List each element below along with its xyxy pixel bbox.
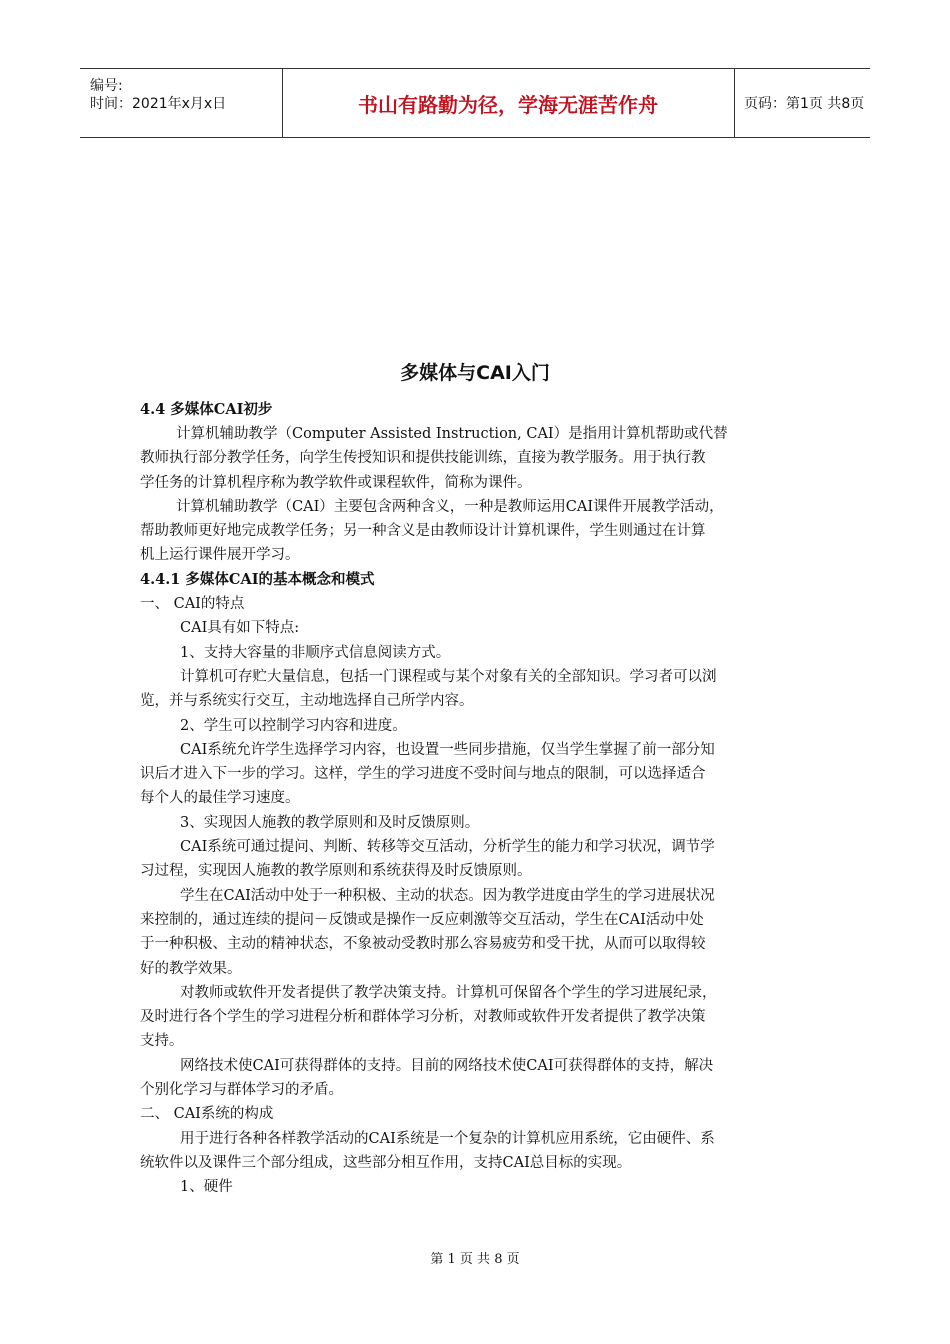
text-line: 网络技术使CAI可获得群体的支持。目前的网络技术使CAI可获得群体的支持，解决 [180, 1057, 714, 1074]
header-meta [80, 69, 283, 137]
text-line: 识后才进入下一步的学习。这样，学生的学习进度不受时间与地点的限制，可以选择适合 [140, 766, 706, 783]
text-line: 教师执行部分教学任务，向学生传授知识和提供技能训练，直接为教学服务。用于执行教 [140, 450, 706, 467]
text-line: 个别化学习与群体学习的矛盾。 [140, 1082, 343, 1099]
text-line: CAI具有如下特点: [180, 620, 300, 637]
text-line: CAI系统可通过提问、判断、转移等交互活动，分析学生的能力和学习状况，调节学 [180, 839, 715, 856]
document-title: 多媒体与CAI入门 [400, 362, 550, 384]
text-line: 4.4.1 多媒体CAI的基本概念和模式 [140, 570, 375, 588]
time-label: 时间：2021年x月x日 [90, 96, 227, 112]
text-line: 及时进行各个学生的学习进程分析和群体学习分析，对教师或软件开发者提供了教学决策 [140, 1009, 706, 1026]
page-footer: 第 1 页 共 8 页 [430, 1252, 520, 1267]
text-line: 帮助教师更好地完成教学任务；另一种含义是由教师设计计算机课件，学生则通过在计算 [140, 523, 706, 540]
number-label: 编号: [90, 78, 123, 94]
text-line: 一、 CAI的特点 [140, 596, 245, 613]
text-line: 习过程，实现因人施教的教学原则和系统获得及时反馈原则。 [140, 863, 532, 880]
text-line: 统软件以及课件三个部分组成，这些部分相互作用，支持CAI总目标的实现。 [140, 1154, 632, 1171]
text-line: 览，并与系统实行交互，主动地选择自己所学内容。 [140, 693, 474, 710]
text-line: 支持。 [140, 1033, 184, 1050]
text-line: 计算机辅助教学（CAI）主要包含两种含义，一种是教师运用CAI课件开展教学活动， [176, 498, 724, 515]
header-page-code: 页码：第1页 共8页 [744, 96, 865, 112]
text-line: 来控制的，通过连续的提问－反馈或是操作一反应刺激等交互活动，学生在CAI活动中处 [140, 911, 704, 928]
header-motto [282, 69, 735, 137]
text-line: 学任务的计算机程序称为教学软件或课程软件，简称为课件。 [140, 474, 532, 491]
text-line: 机上运行课件展开学习。 [140, 547, 300, 564]
text-line: 好的教学效果。 [140, 960, 242, 977]
text-line: 学生在CAI活动中处于一种积极、主动的状态。因为教学进度由学生的学习进展状况 [180, 887, 715, 904]
page-header [80, 68, 870, 138]
text-line: 二、 CAI系统的构成 [140, 1106, 274, 1123]
text-line: CAI系统允许学生选择学习内容，也设置一些同步措施，仅当学生掌握了前一部分知 [180, 741, 715, 758]
text-line: 计算机可存贮大量信息，包括一门课程或与某个对象有关的全部知识。学习者可以浏 [180, 668, 717, 685]
text-line: 计算机辅助教学（Computer Assisted Instruction, CAI）是指用计算机帮助或代替 [176, 426, 728, 442]
motto-text: 书山有路勤为径，学海无涯苦作舟 [358, 92, 658, 117]
text-line: 每个人的最佳学习速度。 [140, 790, 300, 807]
text-line: 1、硬件 [180, 1179, 233, 1196]
text-line: 3、实现因人施教的教学原则和及时反馈原则。 [180, 814, 480, 831]
text-line: 对教师或软件开发者提供了教学决策支持。计算机可保留各个学生的学习进展纪录， [180, 984, 717, 1001]
text-line: 1、支持大容量的非顺序式信息阅读方式。 [180, 644, 451, 661]
document-body [140, 398, 810, 1200]
text-line: 于一种积极、主动的精神状态，不象被动受教时那么容易疲劳和受干扰，从而可以取得较 [140, 936, 706, 953]
text-line: 2、学生可以控制学习内容和进度。 [180, 717, 407, 734]
text-line: 用于进行各种各样教学活动的CAI系统是一个复杂的计算机应用系统，它由硬件、系 [180, 1130, 715, 1147]
text-line: 4.4 多媒体CAI初步 [140, 401, 273, 418]
